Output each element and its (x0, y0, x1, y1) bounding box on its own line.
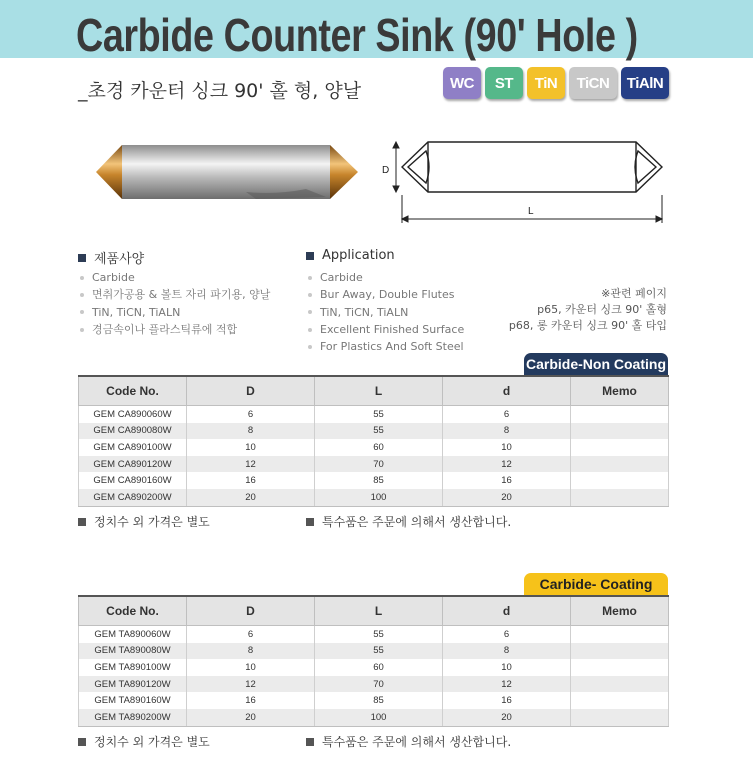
coating-badge-st: ST (485, 67, 523, 99)
page-subtitle: _초경 카운터 싱크 90' 홀 형, 양날 (78, 80, 362, 102)
application-list (308, 269, 464, 355)
list-item: For Plastics And Soft Steel (308, 338, 464, 355)
column-header: Code No. (79, 596, 187, 626)
table-label-non-coating: Carbide-Non Coating (524, 353, 668, 375)
column-header: Code No. (79, 376, 187, 406)
table-row: GEM TA890100W 10 60 10 (79, 659, 669, 676)
bullet-icon (80, 276, 84, 280)
coating-badge-tialn: TiAlN (621, 67, 669, 99)
page-title: Carbide Counter Sink (90' Hole ) (76, 9, 638, 61)
note-marker-icon (306, 738, 314, 746)
product-spec-list (80, 269, 270, 338)
dimension-drawing (378, 135, 668, 230)
table-row: GEM CA890100W 10 60 10 (79, 439, 669, 456)
list-item: Carbide (308, 269, 464, 286)
coating-badge-ticn: TiCN (569, 67, 617, 99)
related-pages-heading: ※관련 페이지 (601, 287, 667, 300)
note-marker-icon (306, 518, 314, 526)
spec-table-non-coating (78, 375, 669, 507)
column-header: Memo (571, 376, 669, 406)
dimension-l-label: L (528, 206, 534, 217)
list-item: 경금속이나 플라스틱류에 적합 (80, 321, 270, 338)
spec-table-coating (78, 595, 669, 727)
product-spec-heading: 제품사양 (78, 248, 144, 267)
related-pages (509, 286, 667, 334)
bullet-icon (80, 293, 84, 297)
related-page-link: p65, 카운터 싱크 90' 홀형 (537, 303, 667, 316)
list-item: Carbide (80, 269, 270, 286)
note-marker-icon (78, 518, 86, 526)
table-header-row (79, 376, 669, 406)
bullet-icon (308, 328, 312, 332)
table-row: GEM TA890200W 20 100 20 (79, 709, 669, 726)
list-item: 면취가공용 & 볼트 자리 파기용, 양날 (80, 286, 270, 303)
note-marker-icon (78, 738, 86, 746)
table-row: GEM TA890160W 16 85 16 (79, 692, 669, 709)
section-marker-icon (78, 254, 86, 262)
column-header: d (443, 376, 571, 406)
bullet-icon (308, 276, 312, 280)
table-label-coating: Carbide- Coating (524, 573, 668, 595)
column-header: D (187, 376, 315, 406)
note-special-order: 특수품은 주문에 의해서 생산합니다. (306, 733, 511, 750)
table-header-row (79, 596, 669, 626)
list-item: Bur Away, Double Flutes (308, 286, 464, 303)
bullet-icon (80, 310, 84, 314)
bullet-icon (308, 310, 312, 314)
coating-badge-tin: TiN (527, 67, 565, 99)
bullet-icon (80, 328, 84, 332)
note-special-order: 특수품은 주문에 의해서 생산합니다. (306, 513, 511, 530)
tool-photo (96, 137, 358, 207)
dimension-d-label: D (382, 165, 390, 176)
column-header: L (315, 376, 443, 406)
list-item: TiN, TiCN, TiALN (308, 304, 464, 321)
related-page-link: p68, 롱 카운터 싱크 90' 홀 타입 (508, 319, 667, 332)
bullet-icon (308, 345, 312, 349)
table-row: GEM CA890120W 12 70 12 (79, 456, 669, 473)
list-item: Excellent Finished Surface (308, 321, 464, 338)
application-heading: Application (306, 248, 395, 263)
bullet-icon (308, 293, 312, 297)
table-row: GEM TA890060W 6 55 6 (79, 626, 669, 643)
list-item: TiN, TiCN, TiALN (80, 304, 270, 321)
column-header: d (443, 596, 571, 626)
column-header: L (315, 596, 443, 626)
note-price: 정치수 외 가격은 별도 (78, 733, 210, 750)
table-row: GEM CA890200W 20 100 20 (79, 489, 669, 506)
note-price: 정치수 외 가격은 별도 (78, 513, 210, 530)
section-marker-icon (306, 252, 314, 260)
table-row: GEM CA890060W 6 55 6 (79, 406, 669, 423)
table-row: GEM TA890120W 12 70 12 (79, 676, 669, 693)
coating-badges (443, 67, 669, 99)
table-row: GEM TA890080W 8 55 8 (79, 643, 669, 660)
column-header: D (187, 596, 315, 626)
column-header: Memo (571, 596, 669, 626)
table-row: GEM CA890080W 8 55 8 (79, 423, 669, 440)
coating-badge-wc: WC (443, 67, 481, 99)
table-row: GEM CA890160W 16 85 16 (79, 472, 669, 489)
